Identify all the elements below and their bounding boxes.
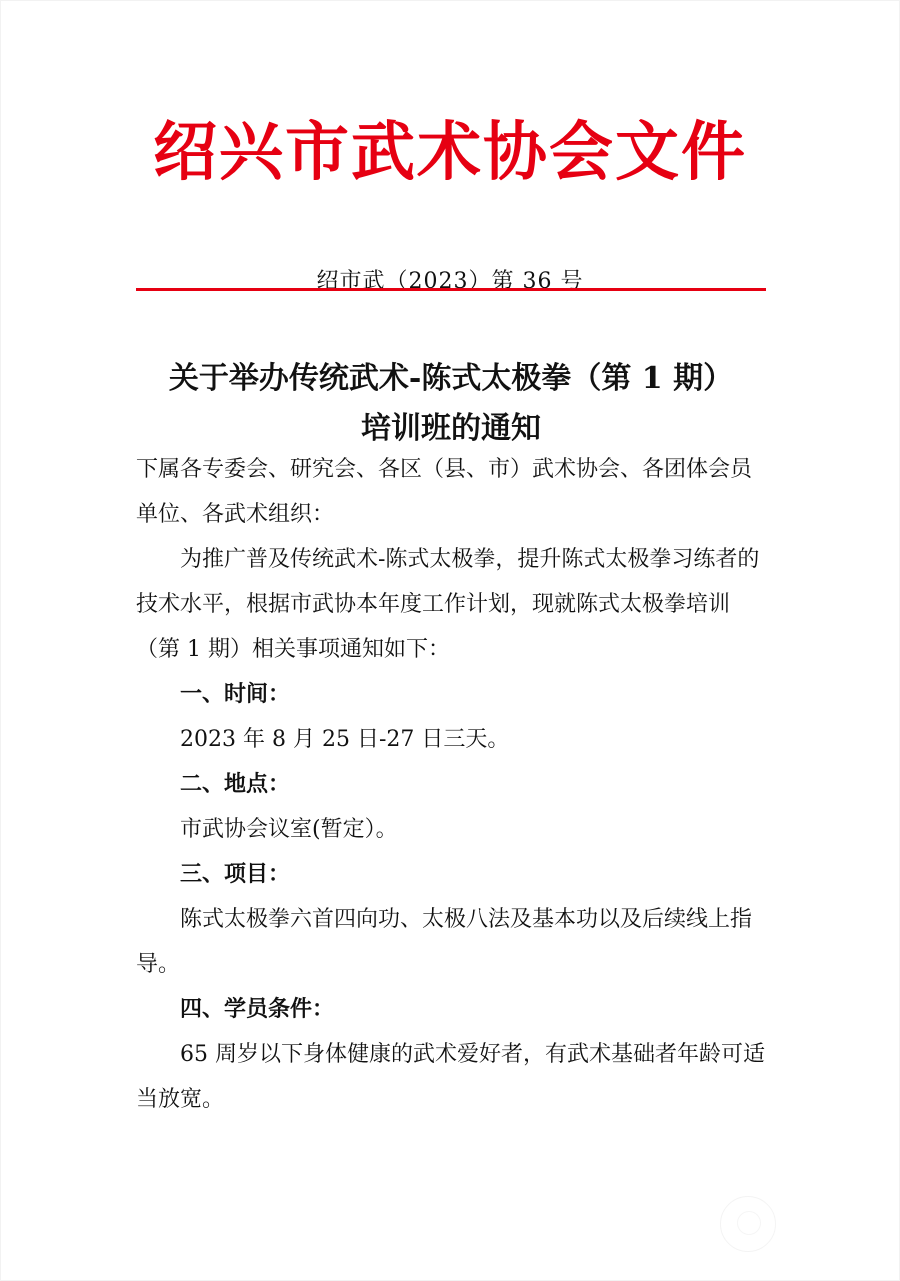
salutation: 下属各专委会、研究会、各区（县、市）武术协会、各团体会员单位、各武术组织： (136, 457, 753, 527)
document-number: 绍市武（2023）第 36 号 (316, 269, 584, 294)
document-header-title: 绍兴市武术协会文件 (153, 115, 747, 190)
section-heading-time: 一、时间： (180, 681, 291, 707)
section-text-program: 陈式太极拳六首四向功、太极八法及基本功以及后续线上指导。 (136, 907, 753, 977)
notice-title (136, 354, 766, 454)
intro-paragraph: 为推广普及传统武术-陈式太极拳，提升陈式太极拳习练者的技术水平，根据市武协本年度工作计划，现就陈式太极拳培训（第 1 期）相关事项通知如下： (136, 547, 760, 662)
faint-stamp-mark (720, 1196, 776, 1252)
section-heading-location: 二、地点： (180, 771, 291, 797)
notice-title-line-1: 关于举办传统武术-陈式太极拳（第 1 期） (168, 361, 734, 396)
section-text-eligibility: 65 周岁以下身体健康的武术爱好者，有武术基础者年龄可适当放宽。 (136, 1042, 765, 1112)
section-text-location: 市武协会议室(暂定）。 (180, 817, 398, 842)
header-divider (136, 288, 766, 291)
section-text-time: 2023 年 8 月 25 日-27 日三天。 (180, 727, 510, 752)
section-heading-program: 三、项目： (180, 861, 291, 887)
notice-body (136, 447, 766, 1122)
section-heading-eligibility: 四、学员条件： (180, 996, 335, 1022)
notice-title-line-2: 培训班的通知 (361, 411, 541, 446)
